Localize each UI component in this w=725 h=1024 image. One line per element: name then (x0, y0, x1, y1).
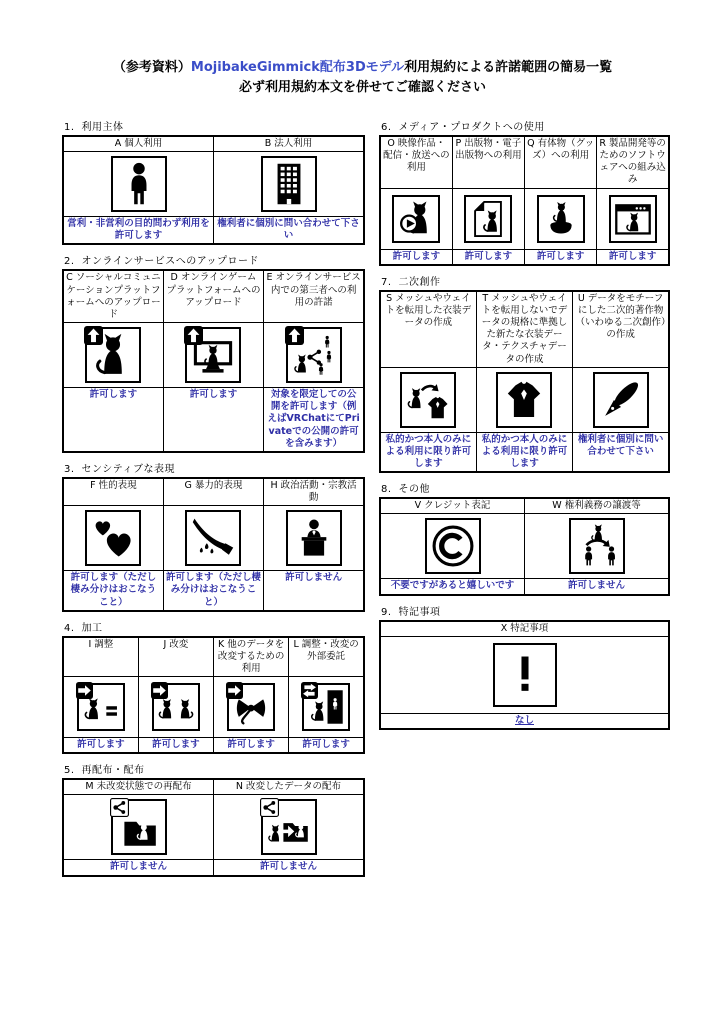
item-header-J: J 改変 (138, 637, 213, 677)
person-icon (111, 156, 167, 212)
ribbon-bow-icon (227, 683, 275, 731)
title-suffix: 利用規約による許諾範囲の簡易一覧 (404, 60, 613, 75)
upload-badge-icon (84, 326, 103, 345)
item-result-H: 許可しません (264, 571, 364, 611)
modified-data-distribution-icon (261, 799, 317, 855)
section-processing (62, 619, 365, 755)
modify-arrow-badge-icon (151, 682, 168, 699)
section-sensitive-table (62, 477, 365, 612)
item-result-L: 許可します (289, 738, 364, 754)
section-derivative-works (379, 273, 670, 473)
item-result-D: 許可します (163, 388, 263, 452)
item-result-J: 許可します (138, 738, 213, 754)
podium-speech-icon (286, 510, 342, 566)
item-result-I: 許可します (63, 738, 138, 754)
item-header-U: U データをモチーフにした二次的著作物（いわゆる二次創作）の作成 (573, 291, 669, 367)
shirt-icon (496, 372, 552, 428)
item-result-P: 許可します (452, 249, 524, 265)
modify-arrow-badge-icon (76, 682, 93, 699)
title-line2: 必ず利用規約本文を併せてご確認ください (238, 80, 486, 96)
upload-badge-icon (184, 326, 203, 345)
item-result-S: 私的かつ本人のみによる利用に限り許可します (380, 432, 476, 472)
item-header-V: V クレジット表記 (380, 498, 525, 514)
section-special-notes-table (379, 620, 670, 730)
item-result-M: 許可しません (63, 860, 214, 876)
section-heading: 5. 再配布・配布 (64, 765, 145, 777)
section-heading: 3. センシティブな表現 (64, 463, 175, 475)
knife-icon (185, 510, 241, 566)
item-result-X: なし (380, 713, 669, 729)
item-result-C: 許可します (63, 388, 163, 452)
section-heading: 1. 利用主体 (64, 122, 124, 133)
section-usage-entity-table (62, 135, 365, 245)
hearts-icon (85, 510, 141, 566)
section-other-table (379, 497, 670, 595)
item-header-O: O 映像作品・配信・放送への利用 (380, 136, 452, 188)
item-header-K: K 他のデータを改変するための利用 (214, 637, 289, 677)
third-party-license-share-icon (286, 327, 342, 383)
costume-reuse-cat-icon (400, 372, 456, 428)
section-heading: 8. その他 (381, 484, 431, 496)
upload-badge-icon (285, 326, 304, 345)
item-header-D: D オンラインゲームプラットフォームへのアップロード (163, 270, 263, 322)
modify-arrow-badge-icon (226, 682, 243, 699)
redistribute-folder-cat-icon (111, 799, 167, 855)
section-heading: 6. メディア・プロダクトへの使用 (381, 122, 545, 133)
item-result-E: 対象を限定しての公開を許可します（例えばVRChatにてPrivateでの公開の許可を含みます） (264, 388, 364, 452)
item-header-X: X 特記事項 (380, 621, 669, 637)
section-media-product-table (379, 135, 670, 266)
title-line1 (0, 58, 725, 78)
copyright-icon (425, 518, 481, 574)
section-redistribution-table (62, 778, 365, 876)
adjust-equals-cat-icon (77, 683, 125, 731)
pen-icon (593, 372, 649, 428)
software-window-cat-icon (609, 195, 657, 243)
item-header-N: N 改変したデータの配布 (214, 779, 365, 795)
section-usage-entity (62, 118, 365, 245)
section-processing-table (62, 636, 365, 755)
item-result-V: 不要ですがあると嬉しいです (380, 579, 525, 595)
item-result-N: 許可しません (214, 860, 365, 876)
item-header-E: E オンラインサービス内での第三者への利用の許諾 (264, 270, 364, 322)
item-header-I: I 調整 (63, 637, 138, 677)
item-header-S: S メッシュやウェイトを転用した衣装データの作成 (380, 291, 476, 367)
video-play-cat-icon (392, 195, 440, 243)
item-header-F: F 性的表現 (63, 478, 163, 506)
rights-transfer-icon (569, 518, 625, 574)
section-media-product (379, 118, 670, 266)
publication-page-cat-icon (464, 195, 512, 243)
item-result-R: 許可します (597, 249, 669, 265)
item-result-O: 許可します (380, 249, 452, 265)
item-header-A: A 個人利用 (63, 136, 214, 152)
section-other (379, 480, 670, 595)
section-special-notes (379, 603, 670, 730)
item-header-H: H 政治活動・宗教活動 (264, 478, 364, 506)
item-result-U: 権利者に個別に問い合わせて下さい (573, 432, 669, 472)
item-result-A: 営利・非営利の目的問わず利用を許可します (63, 217, 214, 245)
section-derivative-works-table (379, 290, 670, 473)
item-header-C: C ソーシャルコミュニケーションプラットフォームへのアップロード (63, 270, 163, 322)
item-result-G: 許可します（ただし棲み分けはおこなうこと） (163, 571, 263, 611)
item-header-Q: Q 有体物（グッズ）への利用 (525, 136, 597, 188)
section-online-upload (62, 252, 365, 452)
item-result-B: 権利者に個別に問い合わせて下さい (214, 217, 365, 245)
item-header-G: G 暴力的表現 (163, 478, 263, 506)
item-result-Q: 許可します (525, 249, 597, 265)
right-column (379, 118, 670, 737)
page-title (0, 58, 725, 98)
item-result-T: 私的かつ本人のみによる利用に限り許可します (476, 432, 572, 472)
building-icon (261, 156, 317, 212)
item-result-F: 許可します（ただし棲み分けはおこなうこと） (63, 571, 163, 611)
goods-figurine-icon (537, 195, 585, 243)
game-platform-upload-cat-icon (185, 327, 241, 383)
item-header-M: M 未改変状態での再配布 (63, 779, 214, 795)
item-header-R: R 製品開発等のためのソフトウェアへの組み込み (597, 136, 669, 188)
exclamation-icon (493, 643, 557, 707)
section-online-upload-table (62, 269, 365, 452)
item-result-W: 許可しません (525, 579, 670, 595)
social-upload-cat-icon (85, 327, 141, 383)
item-header-W: W 権利義務の譲渡等 (525, 498, 670, 514)
section-heading: 4. 加工 (64, 622, 103, 634)
outsource-door-icon (302, 683, 350, 731)
title-model-name: MojibakeGimmick配布3Dモデル (190, 60, 405, 75)
item-header-B: B 法人利用 (214, 136, 365, 152)
section-redistribution (62, 761, 365, 876)
item-result-K: 許可します (214, 738, 289, 754)
modify-two-cats-icon (152, 683, 200, 731)
swap-arrows-badge-icon (301, 682, 318, 699)
section-heading: 9. 特記事項 (381, 606, 441, 618)
left-column (62, 118, 365, 884)
title-prefix: （参考資料） (112, 60, 191, 75)
share-badge-icon (260, 798, 279, 817)
section-sensitive-expression (62, 460, 365, 612)
item-header-L: L 調整・改変の外部委託 (289, 637, 364, 677)
item-header-T: T メッシュやウェイトを転用しないでデータの規格に準拠した新たな衣装データ・テクスチャデータの作成 (476, 291, 572, 367)
section-heading: 7. 二次創作 (381, 276, 441, 288)
section-heading: 2. オンラインサービスへのアップロード (64, 256, 260, 268)
share-badge-icon (110, 798, 129, 817)
item-header-P: P 出版物・電子出版物への利用 (452, 136, 524, 188)
